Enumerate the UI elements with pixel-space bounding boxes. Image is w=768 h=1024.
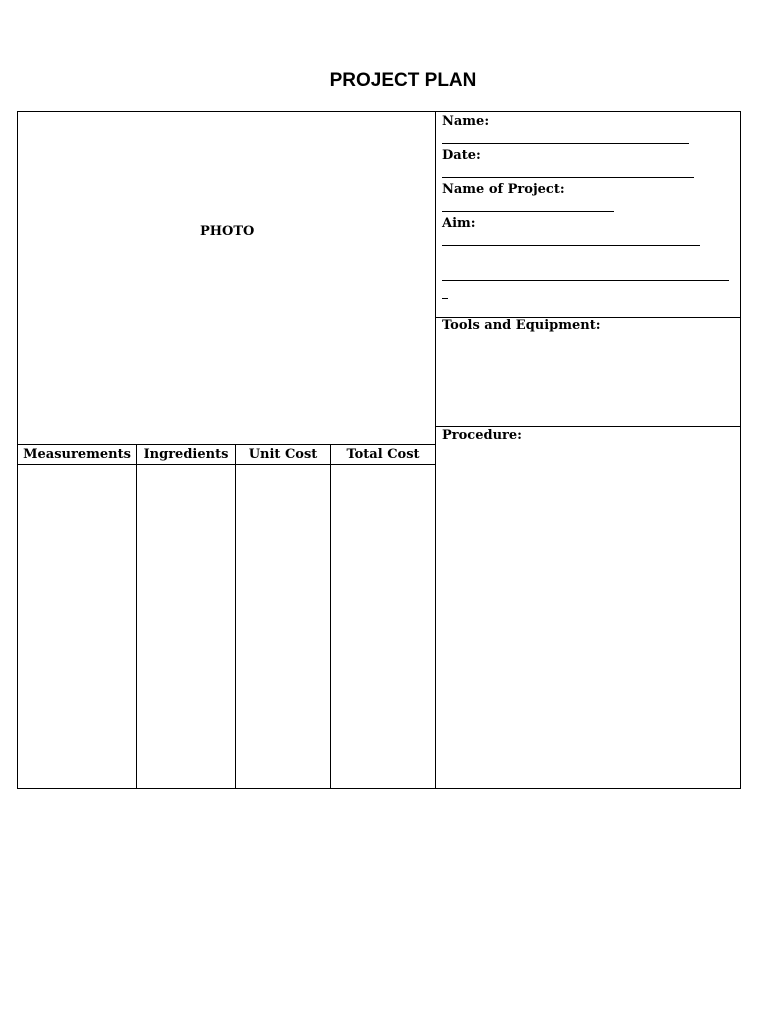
measurements-cell[interactable] <box>18 465 136 788</box>
table-top-border <box>17 444 436 445</box>
column-header-measurements: Measurements <box>23 447 131 462</box>
unit-cost-cell[interactable] <box>236 465 330 788</box>
date-label: Date: <box>442 148 481 163</box>
project-name-field[interactable] <box>442 211 614 212</box>
aim-field-continuation <box>442 298 448 299</box>
name-label: Name: <box>442 114 490 129</box>
aim-field-line-1[interactable] <box>442 245 700 246</box>
project-name-label: Name of Project: <box>442 182 565 197</box>
tools-label: Tools and Equipment: <box>442 318 601 333</box>
aim-field-line-2[interactable] <box>442 280 729 281</box>
ingredients-cell[interactable] <box>137 465 235 788</box>
aim-label: Aim: <box>442 216 476 231</box>
photo-area <box>18 112 435 444</box>
page-title: PROJECT PLAN <box>329 70 477 91</box>
procedure-field[interactable] <box>436 448 740 788</box>
tools-field[interactable] <box>436 338 740 426</box>
total-cost-cell[interactable] <box>331 465 435 788</box>
procedure-label: Procedure: <box>442 428 522 443</box>
column-header-unit-cost: Unit Cost <box>248 447 318 462</box>
column-header-ingredients: Ingredients <box>143 447 229 462</box>
photo-label: PHOTO <box>200 224 255 239</box>
name-field[interactable] <box>442 143 689 144</box>
date-field[interactable] <box>442 177 694 178</box>
procedure-section-border <box>435 426 741 427</box>
column-header-total-cost: Total Cost <box>346 447 420 462</box>
